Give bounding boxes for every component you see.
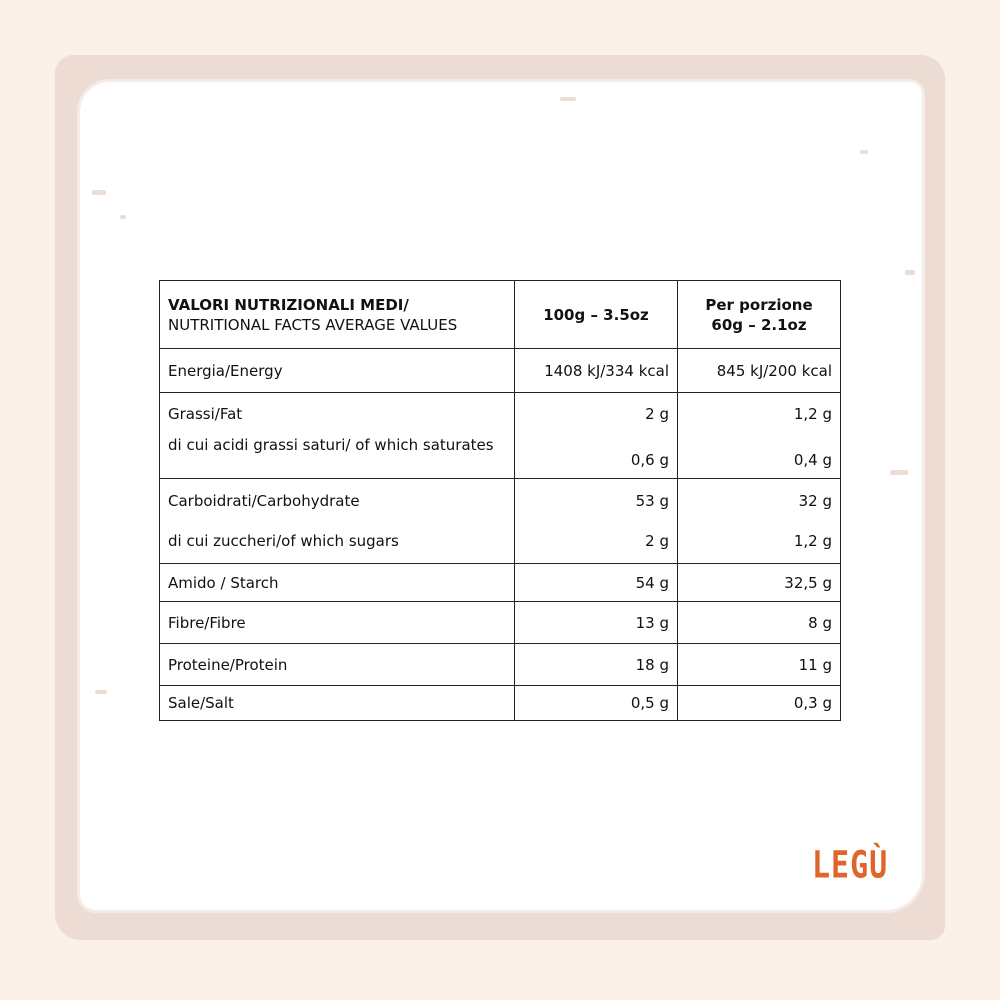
row-value-group — [678, 479, 841, 564]
row-label: Sale/Salt — [160, 686, 515, 721]
header-per-100g — [515, 281, 678, 349]
row-value-100g: 0,6 g — [630, 450, 669, 469]
row-value-portion: 32 g — [798, 492, 832, 510]
row-value-100g: 18 g — [515, 644, 678, 686]
frame-speck — [905, 270, 915, 275]
row-value-100g: 0,5 g — [515, 686, 678, 721]
row-value-portion: 0,3 g — [678, 686, 841, 721]
table-row — [160, 644, 841, 686]
row-label: di cui zuccheri/of which sugars — [168, 532, 399, 550]
row-value-portion: 0,4 g — [793, 450, 832, 469]
row-label: Amido / Starch — [160, 564, 515, 602]
header-title: VALORI NUTRIZIONALI MEDI/ — [168, 295, 409, 314]
row-value-100g: 2 g — [645, 532, 669, 550]
frame-speck — [92, 190, 106, 195]
row-label-group — [160, 479, 515, 564]
table-row — [160, 686, 841, 721]
header-nutrients — [160, 281, 515, 349]
row-value-100g: 54 g — [515, 564, 678, 602]
row-value-group — [515, 393, 678, 479]
header-portion-line1: Per porzione — [705, 295, 813, 314]
header-subtitle: NUTRITIONAL FACTS AVERAGE VALUES — [168, 315, 458, 334]
row-value-100g: 2 g — [645, 404, 669, 423]
table-row — [160, 479, 841, 564]
table-row — [160, 602, 841, 644]
brand-logo: LEGÙ — [812, 843, 889, 888]
row-value-portion: 32,5 g — [678, 564, 841, 602]
row-label: di cui acidi grassi saturi/ of which saturates — [168, 435, 494, 454]
row-label: Proteine/Protein — [160, 644, 515, 686]
row-label: Grassi/Fat — [168, 404, 243, 423]
row-label-group — [160, 393, 515, 479]
row-value-portion: 1,2 g — [793, 532, 832, 550]
row-value-group — [515, 479, 678, 564]
frame-speck — [890, 470, 908, 475]
frame-speck — [560, 97, 576, 101]
header-per-portion — [678, 281, 841, 349]
frame-speck — [120, 215, 126, 219]
row-label: Energia/Energy — [160, 349, 515, 393]
row-value-portion: 11 g — [678, 644, 841, 686]
row-label: Carboidrati/Carbohydrate — [168, 492, 360, 510]
row-value-portion: 1,2 g — [793, 404, 832, 423]
row-value-portion: 845 kJ/200 kcal — [678, 349, 841, 393]
frame-speck — [95, 690, 107, 694]
header-portion-line2: 60g – 2.1oz — [711, 315, 807, 334]
row-value-group — [678, 393, 841, 479]
row-label: Fibre/Fibre — [160, 602, 515, 644]
nutrition-table — [159, 280, 841, 721]
table-row — [160, 393, 841, 479]
row-value-100g: 13 g — [515, 602, 678, 644]
row-value-100g: 53 g — [635, 492, 669, 510]
table-row — [160, 349, 841, 393]
table-header-row — [160, 281, 841, 349]
row-value-100g: 1408 kJ/334 kcal — [515, 349, 678, 393]
table-row — [160, 564, 841, 602]
frame-speck — [860, 150, 868, 154]
row-value-portion: 8 g — [678, 602, 841, 644]
header-per-100g-label: 100g – 3.5oz — [543, 305, 649, 324]
